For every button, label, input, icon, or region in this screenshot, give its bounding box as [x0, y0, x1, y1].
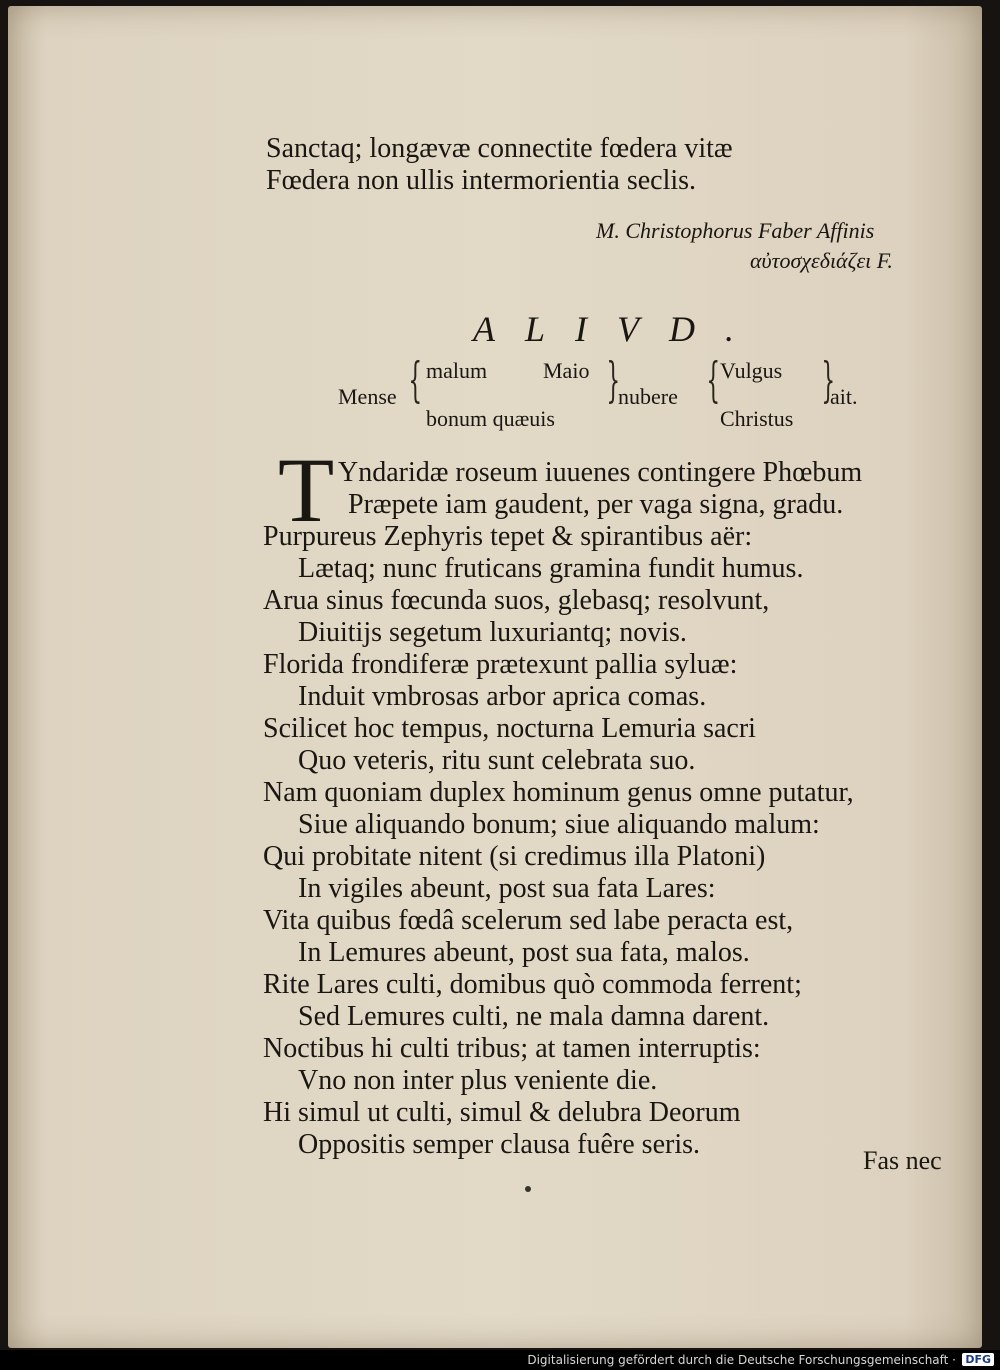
- poem-line: Vita quibus fœdâ scelerum sed labe peracta est,: [263, 905, 794, 936]
- poem-line: Purpureus Zephyris tepet & spirantibus aër:: [263, 521, 753, 552]
- brace-middle-icon: }: [606, 352, 621, 408]
- motto-right-top: Vulgus: [720, 358, 783, 383]
- poem-line: Scilicet hoc tempus, nocturna Lemuria sacri: [263, 713, 756, 744]
- poem-line: Qui probitate nitent (si credimus illa Platoni): [263, 841, 766, 872]
- book-page: [8, 6, 982, 1348]
- poem-line: Hi simul ut culti, simul & delubra Deorum: [263, 1097, 741, 1128]
- signature-name: M. Christophorus Faber Affinis: [596, 218, 875, 243]
- footer-bar: [0, 1350, 1000, 1370]
- poem-line: Quo veteris, ritu sunt celebrata suo.: [298, 745, 696, 776]
- poem-line: Vno non inter plus veniente die.: [298, 1065, 658, 1096]
- poem-line: Diuitijs segetum luxuriantq; novis.: [298, 617, 687, 648]
- poem-line: Sed Lemures culti, ne mala damna darent.: [298, 1001, 770, 1032]
- footer-text: Digitalisierung gefördert durch die Deutsche Forschungsgemeinschaft ·: [527, 1353, 956, 1367]
- poem-line: Florida frondiferæ prætexunt pallia syluæ:: [263, 649, 738, 680]
- poem-line: Siue aliquando bonum; siue aliquando malum:: [298, 809, 820, 840]
- brace-right-close-icon: }: [821, 352, 836, 408]
- motto-end: ait.: [830, 384, 858, 409]
- brace-right-open-icon: {: [706, 352, 721, 408]
- drop-cap: T: [278, 439, 335, 541]
- motto-bottom-a: bonum quæuis: [426, 406, 555, 431]
- top-line-1: Sanctaq; longævæ connectite fœdera vitæ: [266, 133, 733, 164]
- motto-right-bottom: Christus: [720, 406, 794, 431]
- poem-line: Rite Lares culti, domibus quò commoda ferrent;: [263, 969, 802, 1000]
- motto-left: Mense: [338, 384, 397, 409]
- poem-line: In Lemures abeunt, post sua fata, malos.: [298, 937, 750, 968]
- ornament-dot-icon: [525, 1186, 531, 1192]
- poem-line: Præpete iam gaudent, per vaga signa, gradu.: [348, 489, 844, 520]
- top-line-2: Fœdera non ullis intermorientia seclis.: [266, 165, 697, 196]
- poem-line: Induit vmbrosas arbor aprica comas.: [298, 681, 707, 712]
- poem-line: Oppositis semper clausa fuêre seris.: [298, 1129, 700, 1160]
- poem-line: Noctibus hi culti tribus; at tamen interruptis:: [263, 1033, 761, 1064]
- poem-line: Lætaq; nunc fruticans gramina fundit humus.: [298, 553, 804, 584]
- poem-line: Yndaridæ roseum iuuenes contingere Phœbum: [338, 457, 863, 488]
- poem-line: Arua sinus fœcunda suos, glebasq; resolvunt,: [263, 585, 770, 616]
- poem-line: Nam quoniam duplex hominum genus omne putatur,: [263, 777, 854, 808]
- motto-top-a: malum: [426, 358, 488, 383]
- dfg-logo: DFG: [962, 1353, 994, 1366]
- brace-left-icon: {: [408, 352, 423, 408]
- catchword: Fas nec: [863, 1146, 942, 1175]
- motto-middle: nubere: [618, 384, 678, 409]
- motto-top-b: Maio: [543, 358, 590, 383]
- poem-line: In vigiles abeunt, post sua fata Lares:: [298, 873, 716, 904]
- section-heading: ALIVD.: [473, 309, 764, 349]
- signature-greek: αὐτοσχεδιάζει F.: [750, 248, 893, 273]
